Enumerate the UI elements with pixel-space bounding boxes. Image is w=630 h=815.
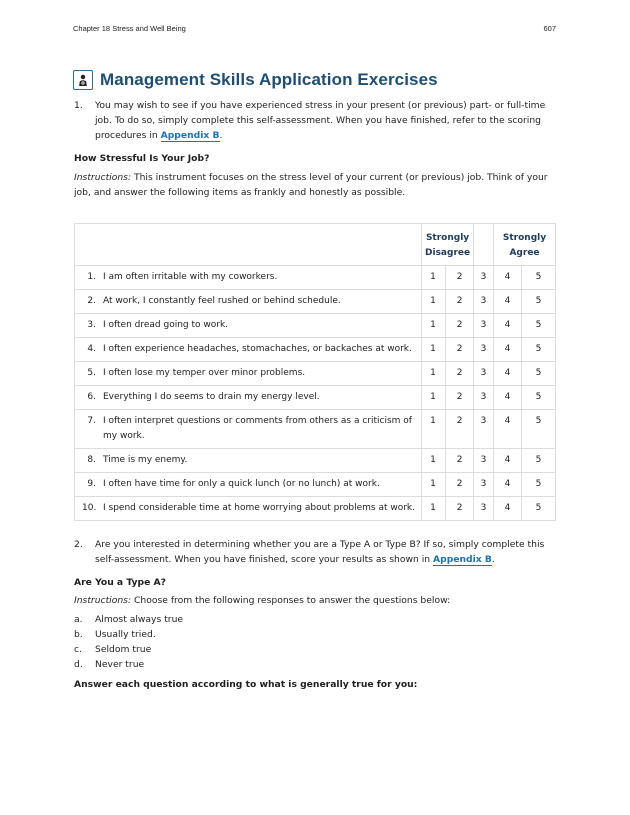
scale-option-5[interactable]: 5: [521, 449, 555, 473]
item-number: 3.: [87, 320, 96, 330]
statement-cell: [75, 497, 422, 521]
table-row: [75, 473, 556, 497]
statement-cell: [75, 449, 422, 473]
scale-option-4[interactable]: 4: [494, 290, 522, 314]
scale-option-2[interactable]: 2: [446, 449, 474, 473]
item-text: I often interpret questions or comments from others as a criticism of my work.: [103, 416, 412, 441]
statement-cell: [75, 362, 422, 386]
scale-option-3[interactable]: 3: [474, 362, 494, 386]
scale-option-1[interactable]: 1: [422, 338, 446, 362]
appendix-b-link[interactable]: Appendix B: [433, 554, 492, 565]
scale-option-3[interactable]: 3: [474, 290, 494, 314]
item-text: I am often irritable with my coworkers.: [103, 272, 278, 282]
item-number: 5.: [87, 368, 96, 378]
statement-cell: [75, 290, 422, 314]
appendix-b-link[interactable]: Appendix B: [160, 130, 220, 141]
item-number: 6.: [87, 392, 96, 402]
exercise-number: 2.: [74, 539, 83, 550]
scale-option-5[interactable]: 5: [521, 362, 555, 386]
statement-cell: [75, 410, 422, 449]
item-number: 1.: [87, 272, 96, 282]
subhead-type-a: Are You a Type A?: [74, 577, 166, 588]
scale-option-2[interactable]: 2: [446, 386, 474, 410]
scale-option-4[interactable]: 4: [494, 497, 522, 521]
scale-option-4[interactable]: 4: [494, 362, 522, 386]
scale-option-4[interactable]: 4: [494, 410, 522, 449]
table-row: [75, 497, 556, 521]
item-number: 10.: [82, 503, 97, 513]
scale-option-3[interactable]: 3: [474, 314, 494, 338]
scale-option-2[interactable]: 2: [446, 314, 474, 338]
scale-option-3[interactable]: 3: [474, 338, 494, 362]
scale-option-1[interactable]: 1: [422, 449, 446, 473]
scale-option-1[interactable]: 1: [422, 386, 446, 410]
item-text: I often lose my temper over minor problems.: [103, 368, 306, 378]
item-number: 7.: [87, 416, 96, 426]
page-number: 607: [543, 24, 556, 33]
scale-option-5[interactable]: 5: [521, 386, 555, 410]
table-row: [75, 314, 556, 338]
exercise-text: You may wish to see if you have experienced stress in your present (or previous) part- or full-time job. To do so, simply complete this self-assessment. When you have finished, refer to the scoring procedures in Appendix B.: [95, 100, 546, 141]
scale-option-3[interactable]: 3: [474, 410, 494, 449]
response-options: [74, 612, 556, 672]
item-text: At work, I constantly feel rushed or behind schedule.: [103, 296, 341, 306]
exercise-2: [74, 537, 556, 692]
item-text: I spend considerable time at home worrying about problems at work.: [103, 503, 416, 513]
scale-option-1[interactable]: 1: [422, 314, 446, 338]
strongly-agree-header: Strongly Agree: [494, 224, 556, 266]
item-number: 4.: [87, 344, 96, 354]
scale-option-1[interactable]: 1: [422, 473, 446, 497]
scale-option-4[interactable]: 4: [494, 266, 522, 290]
person-gear-icon: [73, 70, 93, 90]
statement-cell: [75, 386, 422, 410]
scale-option-5[interactable]: 5: [521, 290, 555, 314]
exercise-1: [74, 98, 556, 200]
statement-cell: [75, 266, 422, 290]
scale-option-3[interactable]: 3: [474, 449, 494, 473]
item-number: 2.: [87, 296, 96, 306]
scale-option-3[interactable]: 3: [474, 497, 494, 521]
scale-option-2[interactable]: 2: [446, 362, 474, 386]
scale-option-5[interactable]: 5: [521, 338, 555, 362]
scale-option-5[interactable]: 5: [521, 497, 555, 521]
table-row: [75, 362, 556, 386]
scale-option-2[interactable]: 2: [446, 473, 474, 497]
scale-option-1[interactable]: 1: [422, 497, 446, 521]
scale-option-4[interactable]: 4: [494, 314, 522, 338]
list-item: c. Seldom true: [74, 644, 152, 655]
scale-option-5[interactable]: 5: [521, 314, 555, 338]
scale-option-4[interactable]: 4: [494, 449, 522, 473]
table-row: [75, 290, 556, 314]
scale-option-2[interactable]: 2: [446, 338, 474, 362]
instructions: Instructions: This instrument focuses on the stress level of your current (or previous) job. Think of your job, and answer the following items as frankly and honestly as possible.: [74, 172, 548, 198]
list-item: b. Usually tried.: [74, 629, 156, 640]
table-row: [75, 338, 556, 362]
strongly-disagree-header: Strongly Disagree: [422, 224, 474, 266]
scale-option-1[interactable]: 1: [422, 410, 446, 449]
statement-cell: [75, 314, 422, 338]
blank-header: [75, 224, 422, 266]
survey-table: [74, 223, 556, 521]
item-text: I often dread going to work.: [103, 320, 229, 330]
list-item: a. Almost always true: [74, 614, 184, 625]
statement-cell: [75, 473, 422, 497]
item-number: 9.: [87, 479, 96, 489]
scale-option-2[interactable]: 2: [446, 410, 474, 449]
table-row: [75, 386, 556, 410]
scale-option-2[interactable]: 2: [446, 290, 474, 314]
section-header: [73, 70, 438, 90]
running-head: [73, 24, 556, 33]
table-header-row: [75, 224, 556, 266]
scale-option-2[interactable]: 2: [446, 266, 474, 290]
item-text: I often have time for only a quick lunch (or no lunch) at work.: [103, 479, 380, 489]
table-row: [75, 266, 556, 290]
scale-option-5[interactable]: 5: [521, 266, 555, 290]
scale-option-1[interactable]: 1: [422, 290, 446, 314]
scale-option-4[interactable]: 4: [494, 338, 522, 362]
scale-option-3[interactable]: 3: [474, 266, 494, 290]
chapter-title: Chapter 18 Stress and Well Being: [73, 24, 186, 33]
scale-option-5[interactable]: 5: [521, 473, 555, 497]
scale-option-4[interactable]: 4: [494, 386, 522, 410]
scale-option-3[interactable]: 3: [474, 473, 494, 497]
scale-option-5[interactable]: 5: [521, 410, 555, 449]
exercise-text: Are you interested in determining whether you are a Type A or Type B? If so, simply complete this self-assessment. When you have finished, score your results as shown in Appendix B.: [95, 539, 545, 565]
instructions: Instructions: Choose from the following responses to answer the questions below:: [74, 595, 451, 606]
scale-option-4[interactable]: 4: [494, 473, 522, 497]
exercise-number: 1.: [74, 100, 83, 111]
table-row: [75, 410, 556, 449]
closing-instruction: Answer each question according to what is generally true for you:: [74, 679, 418, 690]
scale-option-1[interactable]: 1: [422, 266, 446, 290]
item-text: Time is my enemy.: [103, 455, 188, 465]
table-row: [75, 449, 556, 473]
scale-option-3[interactable]: 3: [474, 386, 494, 410]
item-text: I often experience headaches, stomachaches, or backaches at work.: [103, 344, 412, 354]
item-text: Everything I do seems to drain my energy level.: [103, 392, 320, 402]
list-item: d. Never true: [74, 659, 145, 670]
subhead-job-stress: How Stressful Is Your Job?: [74, 153, 210, 164]
statement-cell: [75, 338, 422, 362]
scale-option-1[interactable]: 1: [422, 362, 446, 386]
item-number: 8.: [87, 455, 96, 465]
scale-option-2[interactable]: 2: [446, 497, 474, 521]
blank-header: [474, 224, 494, 266]
section-title: Management Skills Application Exercises: [100, 70, 438, 89]
